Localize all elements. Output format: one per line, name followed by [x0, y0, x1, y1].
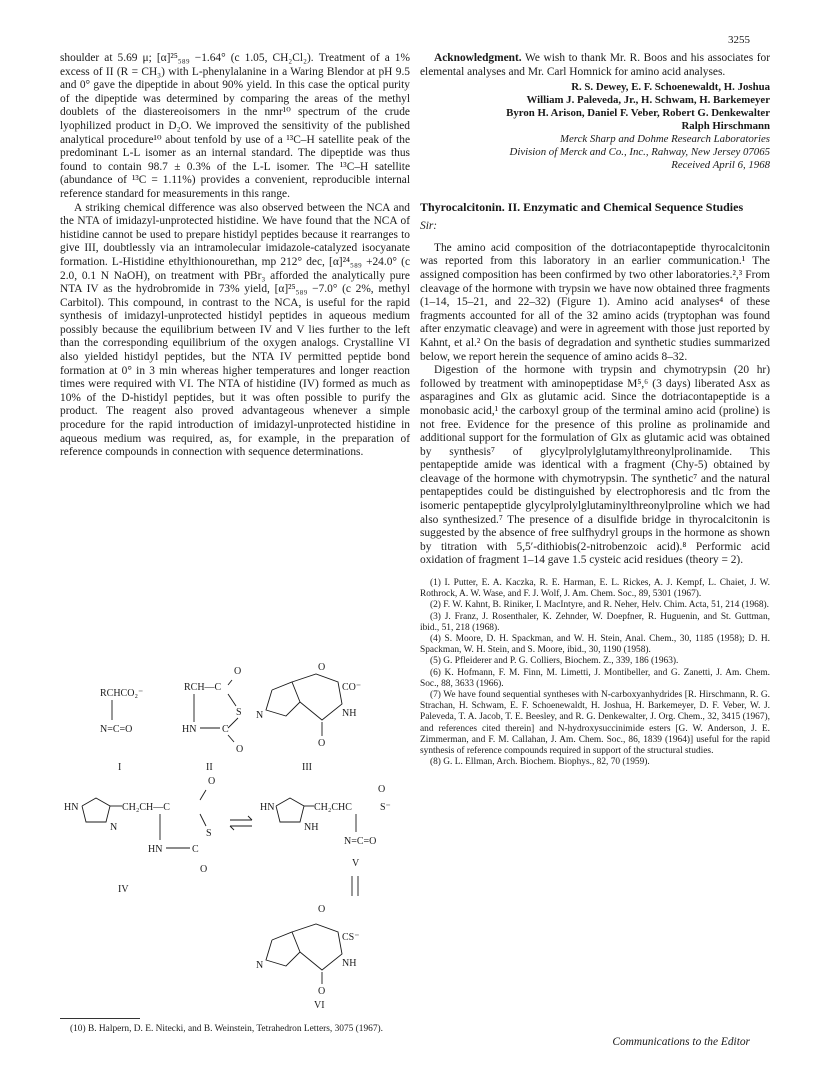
structure-V-sminus: S⁻ [380, 802, 391, 813]
structure-VI-ring-a [266, 932, 300, 966]
page-number: 3255 [728, 34, 750, 46]
structure-III-nh: NH [342, 708, 357, 719]
structure-IV-o-bottom: O [200, 864, 208, 875]
structure-I-bottom: N=C=O [100, 724, 133, 735]
structure-II-rch: RCH—C [184, 682, 222, 693]
structure-IV-ring [82, 798, 110, 822]
acknowledgment-heading: Acknowledgment. [434, 52, 522, 64]
structure-II-co2-bond [228, 735, 234, 742]
structure-VI-nh: NH [342, 958, 357, 969]
structure-V-nh: NH [304, 822, 319, 833]
structure-II-s: S [236, 707, 242, 718]
acknowledgment [420, 52, 770, 79]
reference-7: (7) We have found sequential syntheses with N-carboxyanhydrides [R. Hirschmann, R. G. Strachan, H. Schwam, E. F. Schoenewaldt, H. Joshua, H. Barkemeyer, D. F. Veber, W. J. Paleveda, T. A. Jacob, T. E. Beesley, and R. G. Denkewalter, J. Org. Chem., 32, 3415 (1967), and references cited therein] and N-hydroxysuccinimide esters [G. W. Anderson, J. E. Zimmerman, and F. M. Callahan, J. Am. Chem. Soc., 86, 1839 (1964)] useful for the rapid synthesis of reference compounds required in support of the structural studies. [420, 690, 770, 757]
structure-V-o: O [378, 784, 386, 795]
left-column [60, 52, 410, 460]
page-footer: Communications to the Editor [612, 1036, 750, 1048]
structure-V-hn: HN [260, 802, 275, 813]
structure-II-hn: HN [182, 724, 197, 735]
structure-IV-right-bond [200, 814, 206, 826]
structure-IV-hn2: HN [148, 844, 163, 855]
structure-IV-chain: CH₂CH—C [122, 802, 170, 813]
structure-IV-co-bond [200, 790, 206, 800]
structure-IV-hn: HN [64, 802, 79, 813]
author-list [420, 81, 770, 133]
structure-II-label: II [206, 762, 213, 773]
reference-2: (2) F. W. Kahnt, B. Riniker, I. MacIntyre, and R. Neher, Helv. Chim. Acta, 51, 214 (1968). [430, 600, 769, 611]
affiliation-line-2: Division of Merck and Co., Inc., Rahway, New Jersey 07065 [509, 146, 770, 159]
received-date: Received April 6, 1968 [671, 159, 770, 172]
right-paragraph-2: Digestion of the hormone with trypsin and chymotrypsin (20 hr) followed by treatment with aminopeptidase M⁵,⁶ (3 days) liberated Asx as asparagines and Glx as glutamic acid. Since the dotriacontapeptide is a monobasic acid,¹ the carboxyl group of the terminal amino acid (proline) is not free. Evidence for the presence of this proline as prolinamide and additional support for the formulation of Glx as glutamic acid was obtained by synthesis⁷ of glycylprolylglutamylthreonylprolinamide. This pentapeptide amide was identical with a fragment (Chy-5) obtained by cleavage of the hormone with chymotrypsin. The synthetic⁷ and the natural pentapeptides could be distinguished by electrophoresis and tlc from the isomeric pentapeptide glycylprolylglutaminylthreonylproline which we had also synthesized.⁷ The presence of a disulfide bridge in thyrocalcitonin is suggested by the absence of free sulfhydryl groups in the hormone as shown by titration with 5,5′-dithiobis(2-nitrobenzoic acid).⁸ Performic acid oxidation of fragment 1–14 gave 1.5 cysteic acid residues (theory = 2). [420, 364, 770, 567]
structure-V-chain: CH₂CHC [314, 802, 352, 813]
footnote-10: (10) B. Halpern, D. E. Nitecki, and B. Weinstein, Tetrahedron Letters, 3075 (1967). [70, 1024, 384, 1034]
reference-5: (5) G. Pfleiderer and P. G. Colliers, Biochem. Z., 339, 186 (1963). [430, 656, 679, 667]
structure-VI-ring-b [292, 924, 342, 970]
structure-IV-label: IV [118, 884, 129, 895]
affiliation [420, 133, 770, 172]
structure-II-co-bond [228, 680, 232, 685]
structure-II-c: C [222, 724, 229, 735]
footnote-divider [60, 1018, 140, 1019]
structure-III-label: III [302, 762, 312, 773]
author-line-3: Byron H. Arison, Daniel F. Veber, Robert G. Denkewalter [506, 107, 770, 120]
article-title: Thyrocalcitonin. II. Enzymatic and Chemical Sequence Studies [420, 200, 744, 215]
structure-III-o-bottom: O [318, 738, 326, 749]
affiliation-line-1: Merck Sharp and Dohme Research Laboratories [559, 133, 770, 146]
structure-VI-o-bottom: O [318, 986, 326, 997]
chemical-structures [60, 660, 410, 1010]
equilibrium-arrow-head-top [248, 816, 252, 820]
structure-III-co: CO⁻ [342, 682, 362, 693]
left-paragraph-1: shoulder at 5.69 μ; [α]²⁵₅₈₉ −1.64° (c 1.05, CH₂Cl₂). Treatment of a 1% excess of II (R = CH₃) with L-phenylalanine in a Waring Blendor at pH 9.5 and 0° gave the dipeptide in about 90% yield. In this case the optical purity of the dipeptide was determined by comparing the areas of the methyl doublets of the diastereoisomers in the nmr¹⁰ spectrum of the crude lyophilized product in D₂O. We improved the sensitivity of the published analytical procedure¹⁰ about tenfold by use of a ¹³C–H satellite peak of the predominant L-L isomer as an internal standard. The dipeptide was thus found to contain 98.7 ± 0.3% of the L-L isomer. The ¹³C–H satellite (abundance of ¹³C = 1.11%) provides a convenient, reproducible internal reference standard for measurements in this range. [60, 52, 410, 200]
structure-VI-cs: CS⁻ [342, 932, 360, 943]
salutation: Sir: [420, 220, 438, 233]
structure-II-o-top: O [234, 666, 242, 677]
structure-II-right-bond [228, 694, 236, 706]
reference-1: (1) I. Putter, E. A. Kaczka, R. E. Harman, E. L. Rickes, A. J. Kempf, L. Chaiet, J. W. Rothrock, A. W. Wase, and F. J. Wolf, J. Am. Chem. Soc., 89, 5301 (1967). [420, 578, 770, 600]
structure-III-ring-a [266, 682, 300, 716]
structure-II-s-bond [228, 718, 238, 728]
reference-8: (8) G. L. Ellman, Arch. Biochem. Biophys., 82, 70 (1959). [430, 757, 650, 768]
reference-6: (6) K. Hofmann, F. M. Finn, M. Limetti, J. Montibeller, and G. Zanetti, J. Am. Chem. Soc., 88, 3633 (1966). [420, 667, 770, 689]
references [420, 578, 770, 768]
equilibrium-arrow-head-bottom [230, 826, 234, 830]
structure-V-label: V [352, 858, 360, 869]
structure-III-o-top: O [318, 662, 326, 673]
right-column [420, 52, 770, 768]
structure-VI-n: N [256, 960, 264, 971]
structure-IV-c: C [192, 844, 199, 855]
reference-3: (3) J. Franz, J. Rosenthaler, K. Zehnder, W. Doepfner, R. Huguenin, and St. Guttman, ibid., 51, 218 (1968). [420, 611, 770, 633]
left-paragraph-2: A striking chemical difference was also observed between the NCA and the NTA of imidazyl-unprotected histidine. We have found that the NCA of histidine cannot be used to prepare histidyl peptides because it rearranges to give III, doubtlessly via an intramolecular imidazole-catalyzed isocyanate formation. L-Histidine ethylthionourethan, mp 212° dec, [α]²⁴₅₈₉ +24.0° (c 2.0, 0.1 N NaOH), on treatment with PBr₃ afforded the analytically pure NTA IV as the hydrobromide in 73% yield, [α]²⁵₅₈₉ −7.0° (c 2%, methyl Carbitol). This compound, in contrast to the NCA, is useful for the rapid synthesis of imidazyl-unprotected histidyl peptides in aqueous medium possibly because the equilibrium between IV and V lies further to the left than the corresponding equilibrium of the oxygen analogs. Crystalline VI also yielded histidyl peptides, but the NTA IV permitted peptide bond formation at 0° in 3 min whereas higher temperatures and longer reaction times were required with VI. The NTA of histidine (IV) formed as much as 10% of the D-histidyl peptides, but it was often possible to purify the product. The reagent also proved advantageous whenever a simple procedure for the rapid introduction of imidazyl-unprotected histidine in aqueous medium was required, as, for example, in the preparation of reference compounds in connection with sequence determinations. [60, 201, 410, 459]
author-line-4: Ralph Hirschmann [681, 120, 770, 133]
structure-VI-o-top: O [318, 904, 326, 915]
right-paragraph-1: The amino acid composition of the dotriacontapeptide thyrocalcitonin was reported from this laboratory in an earlier communication.¹ The assigned composition has been confirmed by two other laboratories.²,³ From cleavage of the hormone with trypsin we have now obtained three fragments (1–14, 15–21, and 22–32) (Figure 1). Amino acid analyses⁴ of these fragments accounted for all of the 32 amino acids (tryptophan was found after enzymatic cleavage) and were in agreement with those just reported by Kahnt, et al.² On the basis of degradation and synthetic studies summarized below, we report herein the sequence of amino acids 8–32. [420, 241, 770, 363]
structure-IV-n: N [110, 822, 118, 833]
structure-I-top: RCHCO₂⁻ [100, 688, 144, 699]
author-line-1: R. S. Dewey, E. F. Schoenewaldt, H. Joshua [571, 81, 770, 94]
structures-diagram [60, 660, 410, 1010]
structure-II-o-bottom: O [236, 744, 244, 755]
structure-IV-s: S [206, 828, 212, 839]
structure-V-ring [276, 798, 304, 822]
acknowledgment-text: We wish to thank Mr. R. Boos and his associates for elemental analyses and Mr. Carl Homnick for amino acid analyses. [420, 52, 770, 78]
structure-III-ring-b [292, 674, 342, 720]
structure-VI-label: VI [314, 1000, 325, 1010]
reference-4: (4) S. Moore, D. H. Spackman, and W. H. Stein, Anal. Chem., 30, 1185 (1958); D. H. Spackman, W. H. Stein, and S. Moore, ibid., 30, 1190 (1958). [420, 634, 770, 656]
structure-IV-o-top: O [208, 776, 216, 787]
author-line-2: William J. Paleveda, Jr., H. Schwam, H. Barkemeyer [526, 94, 770, 107]
structure-III-n: N [256, 710, 264, 721]
structure-V-nco: N=C=O [344, 836, 377, 847]
structure-I-label: I [118, 762, 122, 773]
